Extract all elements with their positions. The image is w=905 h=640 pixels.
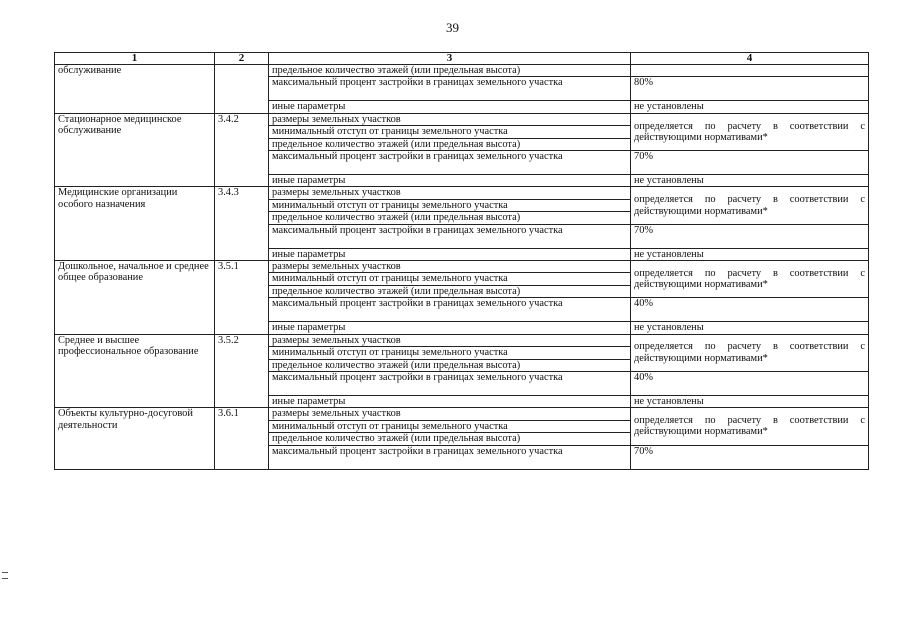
parameter-name: предельное количество этажей (или предельная высота) (269, 433, 631, 445)
parameter-name: иные параметры (269, 248, 631, 260)
parameter-name: максимальный процент застройки в границах земельного участка (269, 151, 631, 175)
parameter-value: 70% (631, 445, 869, 469)
land-use-name: Объекты культурно-досуговой деятельности (55, 408, 215, 469)
parameter-name: иные параметры (269, 322, 631, 334)
parameter-name: максимальный процент застройки в границах земельного участка (269, 224, 631, 248)
parameter-value: 40% (631, 298, 869, 322)
parameter-value: не установлены (631, 395, 869, 407)
table-row (55, 113, 869, 125)
merged-parameter-value: определяется по расчету в соответствии с действующими нормативами* (631, 334, 869, 371)
land-use-code: 3.5.2 (215, 334, 269, 408)
scan-margin-mark (2, 572, 8, 573)
table-row (55, 261, 869, 273)
parameter-value (631, 65, 869, 77)
parameter-value: 40% (631, 371, 869, 395)
table-row (55, 334, 869, 346)
land-use-code (215, 65, 269, 114)
parameter-name: предельное количество этажей (или предельная высота) (269, 285, 631, 297)
land-use-name: Дошкольное, начальное и среднее общее образование (55, 261, 215, 335)
parameter-name: максимальный процент застройки в границах земельного участка (269, 77, 631, 101)
column-header-3: 3 (269, 53, 631, 65)
parameter-value: 80% (631, 77, 869, 101)
table-row (55, 65, 869, 77)
parameter-name: иные параметры (269, 175, 631, 187)
parameter-value: 70% (631, 224, 869, 248)
parameter-name: предельное количество этажей (или предельная высота) (269, 359, 631, 371)
parameter-name: максимальный процент застройки в границах земельного участка (269, 298, 631, 322)
merged-parameter-value: определяется по расчету в соответствии с действующими нормативами* (631, 261, 869, 298)
parameter-name: предельное количество этажей (или предельная высота) (269, 138, 631, 150)
regulations-table (54, 52, 869, 470)
page-number: 39 (446, 20, 459, 35)
merged-parameter-value: определяется по расчету в соответствии с действующими нормативами* (631, 187, 869, 224)
parameter-value: не установлены (631, 101, 869, 113)
land-use-name: обслуживание (55, 65, 215, 114)
parameter-name: иные параметры (269, 395, 631, 407)
parameter-name: минимальный отступ от границы земельного участка (269, 347, 631, 359)
parameter-name: минимальный отступ от границы земельного участка (269, 126, 631, 138)
land-use-code: 3.4.2 (215, 113, 269, 187)
land-use-code: 3.4.3 (215, 187, 269, 261)
parameter-name: минимальный отступ от границы земельного участка (269, 420, 631, 432)
parameter-name: размеры земельных участков (269, 187, 631, 199)
land-use-code: 3.5.1 (215, 261, 269, 335)
column-header-2: 2 (215, 53, 269, 65)
column-header-4: 4 (631, 53, 869, 65)
merged-parameter-value: определяется по расчету в соответствии с действующими нормативами* (631, 113, 869, 150)
parameter-name: максимальный процент застройки в границах земельного участка (269, 371, 631, 395)
header-row (55, 53, 869, 65)
parameter-value: 70% (631, 151, 869, 175)
land-use-name: Стационарное медицинское обслуживание (55, 113, 215, 187)
parameter-name: иные параметры (269, 101, 631, 113)
parameter-name: максимальный процент застройки в границах земельного участка (269, 445, 631, 469)
scan-margin-mark (2, 578, 8, 579)
parameter-name: размеры земельных участков (269, 261, 631, 273)
parameter-value: не установлены (631, 248, 869, 260)
parameter-name: предельное количество этажей (или предельная высота) (269, 212, 631, 224)
land-use-name: Медицинские организации особого назначения (55, 187, 215, 261)
merged-parameter-value: определяется по расчету в соответствии с действующими нормативами* (631, 408, 869, 445)
parameter-name: размеры земельных участков (269, 334, 631, 346)
parameter-name: размеры земельных участков (269, 113, 631, 125)
column-header-1: 1 (55, 53, 215, 65)
land-use-name: Среднее и высшее профессиональное образование (55, 334, 215, 408)
land-use-code: 3.6.1 (215, 408, 269, 469)
parameter-value: не установлены (631, 322, 869, 334)
parameter-name: минимальный отступ от границы земельного участка (269, 273, 631, 285)
parameter-name: предельное количество этажей (или предельная высота) (269, 65, 631, 77)
parameter-name: минимальный отступ от границы земельного участка (269, 199, 631, 211)
parameter-name: размеры земельных участков (269, 408, 631, 420)
table-row (55, 408, 869, 420)
parameter-value: не установлены (631, 175, 869, 187)
table-row (55, 187, 869, 199)
